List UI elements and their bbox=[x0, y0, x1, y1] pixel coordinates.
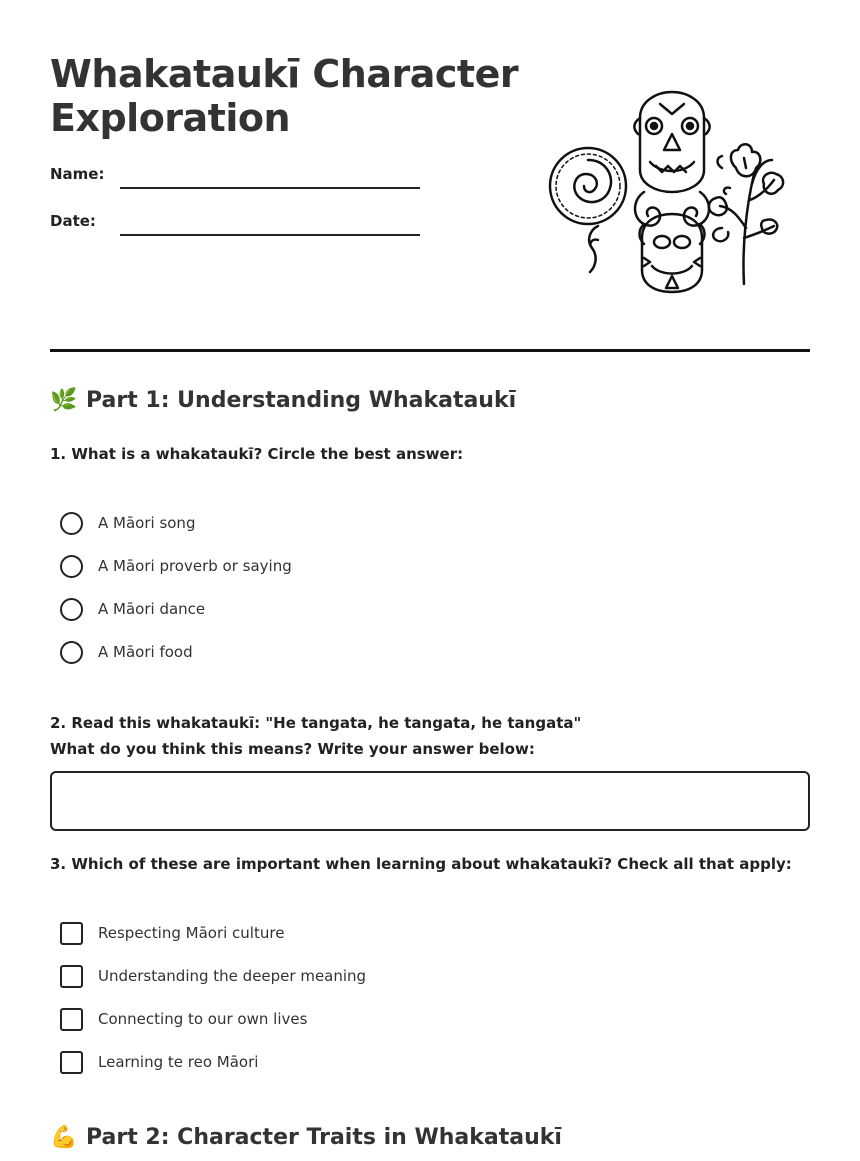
q1-option-1[interactable] bbox=[60, 510, 195, 536]
radio-button[interactable] bbox=[60, 512, 83, 535]
radio-button[interactable] bbox=[60, 641, 83, 664]
option-label: Respecting Māori culture bbox=[98, 924, 285, 942]
question-3: 3. Which of these are important when learning about whakataukī? Check all that apply: bbox=[50, 855, 792, 873]
option-label: Connecting to our own lives bbox=[98, 1010, 308, 1028]
option-label: A Māori proverb or saying bbox=[98, 557, 292, 575]
question-1: 1. What is a whakataukī? Circle the best answer: bbox=[50, 445, 464, 463]
page-title bbox=[50, 52, 520, 140]
q1-option-3[interactable] bbox=[60, 596, 205, 622]
part2-title-text: Part 2: Character Traits in Whakataukī bbox=[86, 1125, 562, 1150]
name-field[interactable] bbox=[120, 187, 420, 189]
question-2-line-2: What do you think this means? Write your answer below: bbox=[50, 740, 535, 758]
part1-title-text: Part 1: Understanding Whakataukī bbox=[86, 388, 517, 413]
maori-carving-illustration-icon bbox=[540, 88, 790, 298]
option-label: Learning te reo Māori bbox=[98, 1053, 259, 1071]
name-label: Name: bbox=[50, 165, 105, 183]
section-divider bbox=[50, 349, 810, 352]
worksheet-page bbox=[50, 0, 810, 1161]
radio-button[interactable] bbox=[60, 598, 83, 621]
title-line-1: Whakataukī Character bbox=[50, 52, 519, 96]
q3-option-2[interactable] bbox=[60, 963, 366, 989]
radio-button[interactable] bbox=[60, 555, 83, 578]
leaf-icon: 🌿 bbox=[50, 388, 78, 413]
flexed-biceps-icon: 💪 bbox=[50, 1125, 78, 1150]
checkbox[interactable] bbox=[60, 922, 83, 945]
q3-option-4[interactable] bbox=[60, 1049, 258, 1075]
part1-title bbox=[50, 388, 516, 413]
q3-option-3[interactable] bbox=[60, 1006, 307, 1032]
checkbox[interactable] bbox=[60, 965, 83, 988]
question-2-line-1: 2. Read this whakataukī: "He tangata, he tangata, he tangata" bbox=[50, 714, 582, 732]
option-label: A Māori food bbox=[98, 643, 193, 661]
q3-option-1[interactable] bbox=[60, 920, 284, 946]
title-line-2: Exploration bbox=[50, 96, 291, 140]
answer-textbox[interactable] bbox=[50, 771, 810, 831]
date-field[interactable] bbox=[120, 234, 420, 236]
option-label: Understanding the deeper meaning bbox=[98, 967, 367, 985]
option-label: A Māori dance bbox=[98, 600, 206, 618]
part2-title bbox=[50, 1125, 562, 1150]
q1-option-4[interactable] bbox=[60, 639, 193, 665]
date-label: Date: bbox=[50, 212, 96, 230]
checkbox[interactable] bbox=[60, 1051, 83, 1074]
q1-option-2[interactable] bbox=[60, 553, 292, 579]
checkbox[interactable] bbox=[60, 1008, 83, 1031]
option-label: A Māori song bbox=[98, 514, 196, 532]
